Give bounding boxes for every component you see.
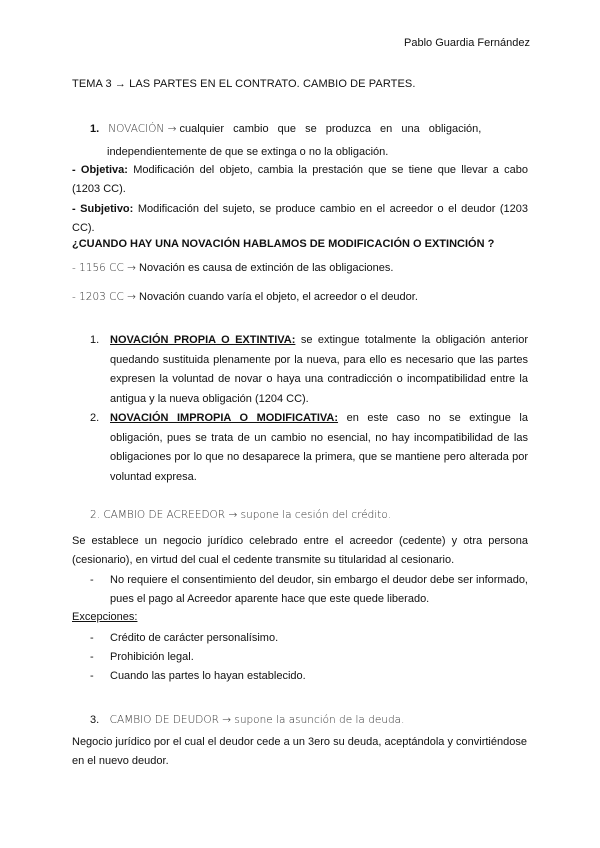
type-text: se extingue totalmente la obligación anterior quedando sustituida plenamente por la nueva, para ello es necesario que las partes expresen la voluntad de novar o haya una contradicción o incompatibilidad entre la antigua y la nueva obligación (1204 CC).: [110, 334, 528, 405]
list-item: [90, 331, 528, 409]
type-label-impropia: NOVACIÓN IMPROPIA O MODIFICATIVA:: [110, 412, 339, 424]
ref-text: Novación es causa de extinción de las obligaciones.: [139, 262, 394, 274]
exceptions-label: Excepciones:: [72, 611, 138, 623]
author-header: Pablo Guardia Fernández: [404, 37, 530, 49]
ref-code: - 1156 CC →: [72, 262, 136, 274]
type-label-propia: NOVACIÓN PROPIA O EXTINTIVA:: [110, 334, 296, 346]
section-number: 1.: [90, 123, 100, 135]
section-text-line2: independientemente de que se extinga o no la obligación.: [107, 146, 389, 158]
exception-text: Prohibición legal.: [110, 651, 194, 663]
question-heading: ¿CUANDO HAY UNA NOVACIÓN HABLAMOS DE MODIFICACIÓN O EXTINCIÓN ?: [72, 238, 495, 250]
novacion-types-list: [90, 331, 528, 487]
document-title: TEMA 3 → LAS PARTES EN EL CONTRATO. CAMBIO DE PARTES.: [72, 78, 416, 90]
list-number: 2.: [90, 412, 100, 424]
bullet-dash: -: [90, 632, 94, 644]
deudor-paragraph: Negocio jurídico por el cual el deudor cede a un 3ero su deuda, aceptándola y convirtiéndose en el nuevo deudor.: [72, 736, 527, 767]
objetiva-label: - Objetiva:: [72, 164, 128, 176]
ref-code: - 1203 CC →: [72, 291, 136, 303]
type-text: en este caso no se extingue la obligación, pues se trata de un cambio no esencial, no hay incompatibilidad de las obligaciones por lo que no desaparece la primera, que se mantiene pero alterada por voluntad expresa.: [110, 412, 528, 483]
exception-text: Cuando las partes lo hayan establecido.: [110, 670, 306, 682]
exception-text: Crédito de carácter personalísimo.: [110, 632, 279, 644]
ref-text: Novación cuando varía el objeto, el acreedor o el deudor.: [139, 291, 418, 303]
list-item: [90, 629, 306, 648]
section-heading: CAMBIO DE DEUDOR → supone la asunción de la deuda.: [109, 714, 405, 726]
section-text-line1: cualquier cambio que se produzca en una obligación,: [179, 123, 482, 135]
section-cambio-deudor-heading: [90, 710, 404, 728]
objetiva-paragraph: [72, 161, 528, 199]
list-item: [90, 667, 306, 686]
bullet-text: No requiere el consentimiento del deudor, sin embargo el deudor debe ser informado, pues el pago al Acreedor aparente hace que este quede liberado.: [110, 574, 528, 605]
bullet-dash: -: [90, 651, 94, 663]
subjetivo-label: - Subjetivo:: [72, 203, 134, 215]
list-number: 1.: [90, 334, 100, 346]
subjetivo-text: Modificación del sujeto, se produce cambio en el acreedor o el deudor (1203 CC).: [72, 203, 529, 234]
objetiva-text: Modificación del objeto, cambia la prestación que se tiene que llevar a cabo (1203 CC).: [72, 164, 528, 195]
bullet-dash: -: [90, 574, 94, 586]
exceptions-list: [90, 629, 306, 686]
section-number: 3.: [90, 714, 100, 726]
reference-1203: [72, 291, 418, 303]
section-cambio-acreedor-heading: 2. CAMBIO DE ACREEDOR → supone la cesión del crédito.: [90, 509, 391, 521]
list-item: [90, 648, 306, 667]
acreedor-bullet: [90, 571, 528, 609]
list-item: [90, 409, 528, 487]
section-heading: NOVACIÓN →: [108, 123, 177, 135]
bullet-dash: -: [90, 670, 94, 682]
section-novacion: [90, 120, 528, 162]
reference-1156: [72, 262, 393, 274]
acreedor-intro: Se establece un negocio jurídico celebrado entre el acreedor (cedente) y otra persona (cesionario), en virtud del cual el cedente transmite su titularidad al cesionario.: [72, 535, 528, 566]
subjetivo-paragraph: [72, 200, 528, 238]
